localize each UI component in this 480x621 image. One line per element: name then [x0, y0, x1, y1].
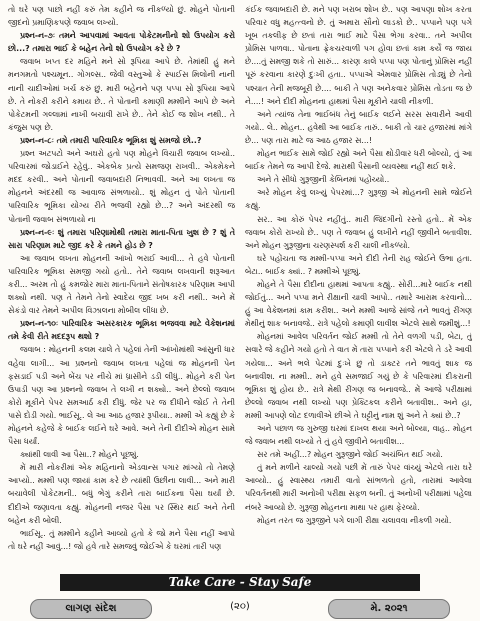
question-paragraph: પ્રશ્ન-ન-૧૦ઃ પારિવારિક અસરકારક ભૂમિકા ભજવવા માટે વેકેશનમાં તમે કેવી રીતે મદદરૂપ થશો ?	[8, 319, 235, 342]
body-paragraph: કંઈક જવાબદારી છે. મને પણ ખરાબ શોખ છે.. પણ આપણા શોખ કરતા પરિવાર વધુ મહત્ત્વનો છે. તું અમારા સૌનો લાડકો છે.. પપ્પાને પણ પગે ખૂબ તકલીફ છે છતાં તારા ભાઈ માટે પૈસા ભેગા કરવા.. તને અપીલ પ્રોમિસ પાળવા.. પોતાના ફ્રેકચરવાળી પગ હોવા છતાં કામ કર્યે જ જાય છે....તું સમજી શકે તો સારું... કારણ કાલે પપ્પા પણ પોતાનું પ્રોમિસ નહીં પૂરું કરવાના કારણે દુઃખી હતા.. પપ્પાએ એમવાર પ્રોમિસ તોડ્યું છે તેનો પશ્ચાત તેની મજબૂરી છે.... બાકી તે પણ અનેકવાર પ્રોમિસ તોડતા જ છે ને....! અને દીદી મોહનના હાથમાં પૈસા મૂકીને ચાલી નીકળી.	[245, 5, 472, 106]
body-paragraph: ક્યાંથી લાવી આ પૈસા..? મોહને પૂછ્યું.	[20, 450, 139, 460]
body-paragraph: મેં મારી નોકરીમાં એક મહિનાનો એડવાન્સ પગાર માંગ્યો તો તેમણે આપ્યો.. મમ્મી પણ જાયાં કામ કરે છે ત્યાંથી ઉછીના લાવી... અને મારી બચાવેલી પોકેટમની.. બધું ભેગું કરીને તારા બાઈકના પૈસા ઘર્યાં છે. દીદીએ જણાવતા કહ્યું. મોહનની નજર પૈસા પર સ્થિર થઈ અને તેની બહેન કરી બોલી.	[8, 463, 235, 525]
question-paragraph: પ્રશ્ન-ન-૯ઃ શું તમારા પરિણામોથી તમારા માતા-પિતા ખુશ છે ? શું તે સારા પરિણામ માટે જીદ કરે કે તમને હોડ છે ?	[8, 227, 235, 250]
body-paragraph: મોહને તે પૈસા દીદીના હાથમાં આપતા કહ્યું.. સોરી...મારે બાઈક નથી જોઈતું... અને પપ્પા મને રીક્ષાની ચાવી આપો.. તમારે આરામ કરવાનો... હું આ વેકેશનમાં કામ કરીશ.. અને મમ્મી આજે સાંજે તને ભાવતું રીંગણ મેથીનું શાક બનાવજે.. રાત્રે પહેલો કમાણી લાવીશ એટલે સાથે જમીશું...!	[245, 279, 472, 329]
issue-date: મે. ૨૦૨૧	[328, 599, 450, 619]
magazine-name: લાગણ સંદેશ	[30, 599, 152, 619]
body-paragraph: મોહન ભાઈક સામે જોઈ રહ્યો અને પૈસા થોડીવાર ધરી બોલ્યો, તું આ બાઈક તેમને જ આપી દેજે. મારાથી પૈસાની વ્યવસ્થા નહીં થઈ શકે.	[245, 149, 472, 172]
body-paragraph: આ જવાબ લખતા મોહનની આંખો ભરાઈ આવી... તે હવે પોતાની પારિવારિક ભૂમિકા સમજી ગયો હતો.. તેને જવાબ લખવાની શરૂઆત કરી... અરમ તો હું કમજોર મારા માતા-પિતાને સંતોષકારક પરિણામ આપી શક્યો નથી. પણ તે તેમને તેનો સ્વાદેય જીદ ખબ કરી નથી.. અને મેં સેકંડો વાર તેમને અપીલ વિઝાલના મોબીલ લીધા છે.	[8, 253, 235, 316]
body-paragraph: જવાબ ખપ્ત દર મહિને મને સો રૂપિયા આપે છે. તેમાંથી હું મને મનગમતો પશ્ચમૂન.. ગોગલ્સ.. જેવી વસ્તુઓ કે સ્પાઈસ મિલોની નાની નાની ચાદીઓમાં ખર્ચ કરું છું. મારી બહેનને પણ પપ્પા સો રૂપિયા આપે છે. તે નોકરી કરીને કમાય છે.. તે પોતાની કમાણી મમ્મીને આપે છે અને પોકેટમની ગલ્લામાં નાખી બચાવી રાખે છે.. તેને કોઈ જ શોખ નથી.. તે કંજુસ પણ છે.	[8, 57, 235, 132]
left-column	[8, 3, 235, 570]
body-paragraph: અને ત્યાંજ તેના ભાઈબંધ તેનું બાઈક લઈને સરસ સવારીને આવી ગયો.. લે.. મોહન.. હવેથી આ બાઈક તારું.. બાકી તો ચાર હજારમાં માંગે છે... પણ તારા માટે જ આઠ હજાર સ...!	[245, 109, 472, 145]
page-number: (૨૦)	[230, 601, 250, 612]
body-paragraph: અરે મોહન કેવું લખ્યું પેપરમાં...? ગુરૂજી એ મોહનની સામે જોઈને કહ્યું.	[245, 188, 472, 211]
body-paragraph: જવાબ : મોહનની કલમ ચાલે તે પહેલાં તેની આંખોમાંથી આંસુની ધાર વહેવા લાગી... આ પ્રશ્નનો જવાબ લખતા પહેલાં જ મોહનની પેન ફસડાઈ પડી અને બેંચ પર નીચે માં ધ્રાસીને ડડી લીધું.. મોહને કરી પેન ઉપાડી પણ આ પ્રશ્નનો જવાબ તે લખી ન શક્યો.. અને છેલ્લો જવાબ કોરો મૂકીને પેપર સમઆર્ઠ કરી દીધું. જેર પર જ દીધીને જોઈ તે તેની પાસે દોડી ગયો. ભાઈસૂ.. લે આ આઠ હજાર રૂપીયા.. મમ્મી એ કહ્યું છે કે મોહનને કહેજે કે બાઈક લઈને ઘરે આવે. અને તેની દીદીએ મોહન સામે પૈસા ધર્યાં.	[8, 345, 235, 447]
body-paragraph: તું મને મળીને ચાલ્યો ગયો પછી મેં તારું પેપર વાંચ્યું એટલે તારા ઘરે આવ્યો.. હું સ્વાસ્થ્ય તમારી વાતો સાંભળતો હતો, તારામાં આવેલા પરિવર્તનથી મારી અનોખી પરીક્ષા સફળ બની. તું અનોખી પરીક્ષામાં પહેલા નંબરે આવ્યો છે. ગુરૂજી મોહનના માથા પર હાથ ફેરવ્યો.	[245, 463, 472, 512]
page-footer	[0, 597, 480, 621]
question-paragraph: પ્રશ્ન-ન-૮ઃ તમે તમારી પારિવારિક ભૂમિકા શું સમજો છો..?	[20, 135, 202, 145]
body-paragraph: ભાઈસૂ.. તું મમ્મીને કહીને આવ્યો હતો કે જો મને પૈસા નહીં આપો તો ઘરે નહીં આવું...! જો હવે તારે સમજવું જોઈએ કે ઘરમાં તારી પણ	[8, 528, 235, 551]
body-paragraph: મોહન તરત જ ગુરૂજીને પગે લાગી રીક્ષા ચલાવવા નીકળી ગયો.	[257, 515, 452, 525]
question-paragraph: પ્રશ્ન-ન-૭ઃ તમને આપવામાં આવતા પોકેટમનીનો શો ઉપયોગ કરો છો...? તમારા ભાઈ કે બહેન તેનો શો ઉપયોગ કરે છે ?	[8, 31, 235, 54]
body-paragraph: તો ઘરે પણ પાછો નહીં કરું તેમ કહીને જ નીકળ્યો છું. મોહને પોતાની જીદનો પ્રમાણિકપણે જવાબ લખ્યો.	[8, 5, 235, 28]
safety-banner: Take Care - Stay Safe	[60, 574, 420, 591]
body-paragraph: અને પછાળ જ ગુરુજી ઘરમાં દાખલ થયા અને બોલ્યા, વાહ.. મોહન જે જવાબ નથી લખ્યો તે તું હવે જીવીને બતાવીશ...	[245, 424, 472, 447]
article-body	[8, 3, 472, 570]
body-paragraph: મોહનમાં આવેલ પરિવર્તન જોઈ મમ્મી તો તેને વળગી પડી, બેટા, તું સવારે જે કહીને ગયો હતો તે વાત મેં તારા પપ્પાને કરી એટલે તે ડરે આવી ગયેલા... અને ભલે પેટમાં દુઃખે છું તો ડાક્ટર તને ભાવતું શાક જ બનાવીશ. ના મમ્મી.. મને હવે સમજાઈ ગયું છે કે પરિવારમાં દીકરાની ભૂમિકા શું હોય છે.. રાત્રે મેથી રીંગણ જ બનાવજે.. મેં આજે પરીક્ષામાં છેલ્લો જવાબ નથી લખ્યો પણ પ્રેક્ટિકલ કરીને બતાવીશ.. અને હા, મમ્મી આપણે લોટ દળાવીએ છીએ તે ઘટ્ટીનું નામ શું અને તે ક્યાં છે..?	[245, 332, 472, 420]
body-paragraph: સર.. આ કોરું પેપર નહીંતું.. મારી જિંદગીનો રસ્તો હતો.. મેં એક જવાબ કોરો રાખ્યો છે.. પણ તે જવાબ હું લખીને નહીં જીવીને બતાવીશ. અને મોહન ગુરૂજીના ચરણસ્પર્શ કરી ચાલી નીકળ્યો.	[245, 214, 472, 250]
body-paragraph: અને તે સીધો ગુરૂજીની કેબિનમાં પહોંચ્યો..	[257, 175, 390, 185]
body-paragraph: ઘરે પહોંચતા જ મમ્મી-પપ્પા અને દીદી તેની રાહ જોઈને ઉભા હતા. બેટા.. બાઈક ક્યાં.. ? મમ્મીએ પૂછ્યું.	[245, 253, 472, 276]
body-paragraph: પ્રશ્ન અટપટો અને અઘરો હતો પણ મોહને વિચારી જવાબ લખ્યો.. પરિવારમાં જોડાઈને રહેવું.. એકબેક પ્રત્યે સમજણ રાખવી.. એકમેકને મદદ કરવી.. અને પોતાની જવાબદારી નિભાવવી. અને આ લખતા જ મોહનને અંદરથી જ આવાજ સંભળાયો.. શું મોહન તું પોતે પોતાની પારિવારિક ભૂમિકા યોગ્ય રીતે ભજવી રહ્યો છે...? અને અંદરથી જ પોતાની જવાબ સંભળાયો ના	[8, 149, 235, 224]
right-column	[245, 3, 472, 570]
body-paragraph: સર તમે અહીં...? મોહન ગુરૂજીને જોઈ અચંબિત થઈ ગયો.	[257, 450, 443, 460]
